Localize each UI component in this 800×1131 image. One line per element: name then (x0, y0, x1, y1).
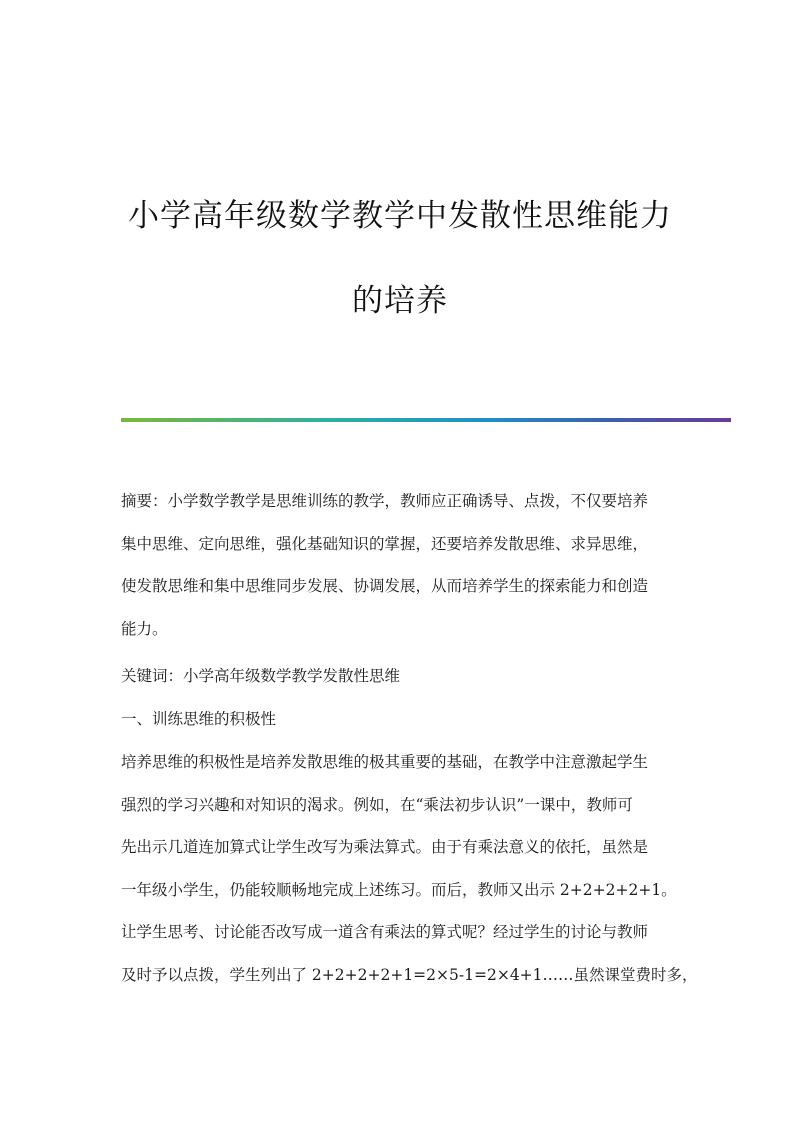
abstract-line: 能力。 (121, 619, 168, 638)
body-paragraph (121, 741, 698, 996)
section-heading (121, 698, 681, 741)
body-line: 培养思维的积极性是培养发散思维的极其重要的基础，在教学中注意激起学生 (121, 753, 649, 771)
body-line: 及时予以点拨，学生列出了 2+2+2+2+1=2×5-1=2×4+1……虽然课堂费时多， (121, 965, 698, 984)
document-title-line-1: 小学高年级数学教学中发散性思维能力 (128, 198, 672, 234)
keywords-text: 关键词：小学高年级数学教学发散性思维 (121, 667, 401, 685)
abstract-line: 摘要：小学数学教学是思维训练的教学，教师应正确诱导、点拨，不仅要培养 (121, 492, 649, 510)
section-heading-text: 一、训练思维的积极性 (121, 710, 277, 728)
keywords-line (121, 655, 681, 698)
body-line: 让学生思考、讨论能否改写成一道含有乘法的算式呢？经过学生的讨论与教师 (121, 923, 649, 941)
abstract-line: 使发散思维和集中思维同步发展、协调发展，从而培养学生的探索能力和创造 (121, 577, 649, 595)
abstract-line: 集中思维、定向思维，强化基础知识的掌握，还要培养发散思维、求异思维， (121, 534, 649, 553)
gradient-divider (121, 418, 731, 422)
body-line: 强烈的学习兴趣和对知识的渴求。例如，在“乘法初步认识”一课中，教师可 (121, 795, 633, 814)
abstract-paragraph (121, 480, 681, 650)
document-title-line-2: 的培养 (352, 283, 448, 319)
body-line: 一年级小学生，仍能较顺畅地完成上述练习。而后，教师又出示 2+2+2+2+1。 (121, 880, 677, 899)
body-line: 先出示几道连加算式让学生改写为乘法算式。由于有乘法意义的依托，虽然是 (121, 838, 649, 856)
